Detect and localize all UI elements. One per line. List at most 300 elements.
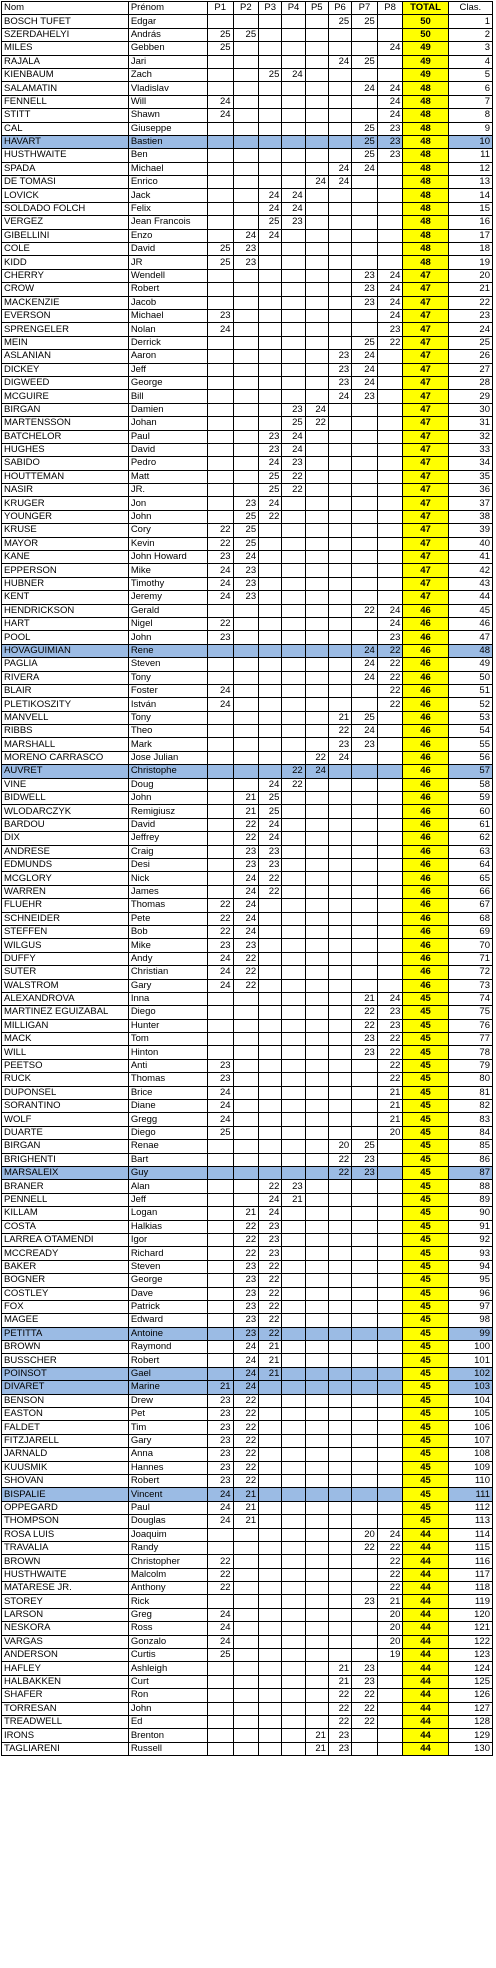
prenom-cell: Inna [128,992,207,1005]
clas-cell: 55 [448,738,492,751]
total-cell: 45 [403,1394,448,1407]
total-cell: 45 [403,1086,448,1099]
nom-cell: MARTINEZ EGUIZABAL [2,1006,129,1019]
p1-cell [207,376,233,389]
nom-cell: SZERDAHELYI [2,28,129,41]
table-row [2,1474,493,1487]
p1-cell: 24 [207,1488,233,1501]
p3-cell [259,1394,282,1407]
p5-cell [305,1394,328,1407]
clas-cell: 6 [448,82,492,95]
nom-cell: HART [2,617,129,630]
p7-cell [352,966,378,979]
p6-cell: 21 [328,1662,351,1675]
total-cell: 44 [403,1702,448,1715]
p2-cell [233,309,259,322]
p1-cell [207,443,233,456]
p2-cell: 23 [233,1327,259,1340]
clas-cell: 123 [448,1649,492,1662]
p7-cell [352,1394,378,1407]
nom-cell: YOUNGER [2,510,129,523]
total-cell: 50 [403,15,448,28]
p4-cell [282,350,305,363]
p2-cell [233,765,259,778]
total-cell: 44 [403,1541,448,1554]
p2-cell [233,15,259,28]
p2-cell: 25 [233,524,259,537]
p7-cell [352,1100,378,1113]
p4-cell [282,711,305,724]
table-row [2,698,493,711]
p3-cell: 22 [259,1314,282,1327]
total-cell: 47 [403,323,448,336]
clas-cell: 74 [448,992,492,1005]
p3-cell [259,979,282,992]
p6-cell [328,524,351,537]
p8-cell: 22 [377,1073,403,1086]
p7-cell [352,1649,378,1662]
p5-cell [305,872,328,885]
p1-cell [207,805,233,818]
p8-cell [377,1408,403,1421]
p2-cell [233,1100,259,1113]
p7-cell [352,1180,378,1193]
p3-cell: 22 [259,1287,282,1300]
nom-cell: MATARESE JR. [2,1582,129,1595]
p6-cell [328,1113,351,1126]
clas-cell: 82 [448,1100,492,1113]
p2-cell [233,1729,259,1742]
p6-cell [328,1354,351,1367]
total-cell: 45 [403,1434,448,1447]
prenom-cell: Randy [128,1541,207,1554]
table-row [2,390,493,403]
p1-cell [207,644,233,657]
p3-cell [259,604,282,617]
prenom-cell: Matt [128,470,207,483]
p1-cell [207,497,233,510]
p2-cell: 23 [233,1314,259,1327]
p6-cell: 23 [328,1742,351,1755]
p7-cell [352,1461,378,1474]
p7-cell: 25 [352,1140,378,1153]
nom-cell: STOREY [2,1595,129,1608]
total-cell: 46 [403,966,448,979]
total-cell: 46 [403,859,448,872]
table-row [2,430,493,443]
p8-cell: 20 [377,1622,403,1635]
p6-cell [328,912,351,925]
p8-cell [377,243,403,256]
p4-cell [282,1126,305,1139]
total-cell: 44 [403,1528,448,1541]
p8-cell [377,805,403,818]
p4-cell: 23 [282,1180,305,1193]
p5-cell [305,1341,328,1354]
prenom-cell: Thomas [128,899,207,912]
total-cell: 47 [403,577,448,590]
p1-cell [207,1662,233,1675]
total-cell: 44 [403,1635,448,1648]
p5-cell [305,912,328,925]
p5-cell: 21 [305,1729,328,1742]
prenom-cell: Vladislav [128,82,207,95]
p2-cell [233,82,259,95]
nom-cell: HENDRICKSON [2,604,129,617]
p2-cell: 21 [233,805,259,818]
p4-cell [282,1541,305,1554]
p7-cell: 22 [352,1689,378,1702]
prenom-cell: John [128,631,207,644]
p8-cell: 21 [377,1100,403,1113]
p5-cell [305,1086,328,1099]
p8-cell [377,15,403,28]
p5-cell [305,966,328,979]
p3-cell [259,42,282,55]
p2-cell [233,644,259,657]
p7-cell [352,1260,378,1273]
p7-cell [352,1247,378,1260]
clas-cell: 56 [448,751,492,764]
p1-cell: 24 [207,95,233,108]
p4-cell [282,323,305,336]
prenom-cell: Andy [128,952,207,965]
table-row [2,202,493,215]
total-cell: 46 [403,765,448,778]
p1-cell [207,1300,233,1313]
p6-cell [328,899,351,912]
table-row [2,979,493,992]
p4-cell [282,176,305,189]
clas-cell: 107 [448,1434,492,1447]
p4-cell [282,631,305,644]
p1-cell [207,872,233,885]
p3-cell [259,1515,282,1528]
table-row [2,778,493,791]
p3-cell [259,591,282,604]
p2-cell [233,162,259,175]
p2-cell [233,109,259,122]
p5-cell [305,1595,328,1608]
p2-cell: 23 [233,1287,259,1300]
total-cell: 44 [403,1689,448,1702]
clas-cell: 129 [448,1729,492,1742]
p3-cell [259,1488,282,1501]
p5-cell [305,1220,328,1233]
p6-cell [328,1260,351,1273]
p5-cell [305,952,328,965]
prenom-cell: Gonzalo [128,1635,207,1648]
p3-cell [259,1113,282,1126]
clas-cell: 34 [448,457,492,470]
table-row [2,122,493,135]
p4-cell [282,524,305,537]
nom-cell: BOGNER [2,1274,129,1287]
p4-cell [282,82,305,95]
p3-cell: 25 [259,792,282,805]
table-row [2,1300,493,1313]
p7-cell: 24 [352,658,378,671]
p6-cell [328,336,351,349]
p7-cell [352,176,378,189]
p4-cell [282,95,305,108]
p3-cell: 25 [259,484,282,497]
p7-cell [352,1501,378,1514]
nom-cell: HUBNER [2,577,129,590]
nom-cell: SCHNEIDER [2,912,129,925]
clas-cell: 37 [448,497,492,510]
clas-cell: 61 [448,818,492,831]
p8-cell: 21 [377,1595,403,1608]
p5-cell [305,1046,328,1059]
p8-cell [377,1180,403,1193]
p6-cell [328,1649,351,1662]
prenom-cell: István [128,698,207,711]
p4-cell: 24 [282,189,305,202]
p5-cell [305,859,328,872]
p1-cell [207,992,233,1005]
p1-cell [207,778,233,791]
p4-cell [282,1742,305,1755]
p6-cell [328,658,351,671]
p4-cell [282,229,305,242]
p4-cell [282,751,305,764]
p2-cell [233,1073,259,1086]
p3-cell [259,1595,282,1608]
table-row [2,885,493,898]
p6-cell [328,1274,351,1287]
p7-cell [352,859,378,872]
p2-cell: 23 [233,256,259,269]
p1-cell [207,1207,233,1220]
p3-cell [259,309,282,322]
total-cell: 45 [403,1501,448,1514]
prenom-cell: Doug [128,778,207,791]
p1-cell [207,122,233,135]
clas-cell: 73 [448,979,492,992]
nom-cell: DUARTE [2,1126,129,1139]
nom-cell: COSTA [2,1220,129,1233]
clas-cell: 8 [448,109,492,122]
prenom-cell: Mike [128,564,207,577]
nom-cell: SPRENGELER [2,323,129,336]
p4-cell [282,256,305,269]
header-p2: P2 [233,2,259,15]
p6-cell [328,805,351,818]
p3-cell [259,1046,282,1059]
table-row [2,162,493,175]
p2-cell [233,1689,259,1702]
table-row [2,1166,493,1179]
total-cell: 48 [403,229,448,242]
p6-cell [328,1086,351,1099]
p7-cell [352,1207,378,1220]
p3-cell [259,1474,282,1487]
p5-cell [305,1287,328,1300]
p7-cell [352,537,378,550]
clas-cell: 116 [448,1555,492,1568]
clas-cell: 104 [448,1394,492,1407]
p1-cell [207,1140,233,1153]
p3-cell: 24 [259,778,282,791]
p5-cell [305,135,328,148]
clas-cell: 4 [448,55,492,68]
p4-cell [282,1166,305,1179]
p3-cell [259,684,282,697]
p7-cell [352,243,378,256]
p7-cell: 24 [352,350,378,363]
p6-cell: 23 [328,738,351,751]
p6-cell: 24 [328,751,351,764]
p1-cell [207,885,233,898]
p1-cell [207,216,233,229]
p1-cell [207,1193,233,1206]
p1-cell: 24 [207,1608,233,1621]
p6-cell [328,792,351,805]
p5-cell [305,243,328,256]
p2-cell [233,751,259,764]
p4-cell [282,122,305,135]
p7-cell [352,470,378,483]
p2-cell [233,376,259,389]
clas-cell: 7 [448,95,492,108]
p7-cell [352,510,378,523]
p4-cell [282,109,305,122]
p6-cell [328,1408,351,1421]
prenom-cell: Jon [128,497,207,510]
header-p6: P6 [328,2,351,15]
p6-cell [328,283,351,296]
p5-cell [305,1327,328,1340]
clas-cell: 57 [448,765,492,778]
p2-cell [233,189,259,202]
p2-cell [233,671,259,684]
p8-cell [377,551,403,564]
p6-cell [328,510,351,523]
p2-cell: 23 [233,591,259,604]
p1-cell: 23 [207,309,233,322]
p5-cell [305,698,328,711]
total-cell: 46 [403,604,448,617]
p2-cell [233,323,259,336]
table-row [2,1140,493,1153]
p6-cell [328,122,351,135]
p3-cell [259,1716,282,1729]
clas-cell: 22 [448,296,492,309]
p7-cell [352,1474,378,1487]
nom-cell: OPPEGARD [2,1501,129,1514]
p7-cell [352,216,378,229]
nom-cell: KENT [2,591,129,604]
p5-cell: 21 [305,1742,328,1755]
prenom-cell: Dave [128,1287,207,1300]
p8-cell [377,497,403,510]
p2-cell: 23 [233,1300,259,1313]
p8-cell: 22 [377,698,403,711]
p3-cell [259,176,282,189]
p8-cell [377,1193,403,1206]
p2-cell: 22 [233,966,259,979]
table-row [2,711,493,724]
p2-cell [233,1006,259,1019]
p5-cell: 22 [305,751,328,764]
prenom-cell: Richard [128,1247,207,1260]
p8-cell [377,1341,403,1354]
nom-cell: MCGUIRE [2,390,129,403]
p6-cell [328,1180,351,1193]
p8-cell: 22 [377,684,403,697]
p7-cell [352,1568,378,1581]
p3-cell [259,1702,282,1715]
p8-cell: 20 [377,1126,403,1139]
p7-cell [352,189,378,202]
p8-cell: 24 [377,82,403,95]
p4-cell [282,1354,305,1367]
p3-cell [259,296,282,309]
clas-cell: 69 [448,925,492,938]
nom-cell: TAGLIARENI [2,1742,129,1755]
clas-cell: 59 [448,792,492,805]
prenom-cell: John [128,792,207,805]
p1-cell: 24 [207,1501,233,1514]
p4-cell [282,269,305,282]
prenom-cell: Diane [128,1100,207,1113]
nom-cell: HOVAGUIMIAN [2,644,129,657]
total-cell: 47 [403,283,448,296]
p1-cell [207,135,233,148]
total-cell: 47 [403,470,448,483]
p3-cell [259,1528,282,1541]
clas-cell: 28 [448,376,492,389]
p4-cell [282,1233,305,1246]
table-row [2,1180,493,1193]
nom-cell: MARSHALL [2,738,129,751]
table-row [2,792,493,805]
prenom-cell: Enrico [128,176,207,189]
total-cell: 45 [403,1059,448,1072]
p7-cell: 23 [352,1675,378,1688]
p3-cell [259,524,282,537]
p6-cell: 21 [328,1675,351,1688]
p4-cell [282,1635,305,1648]
p8-cell [377,202,403,215]
prenom-cell: Michael [128,162,207,175]
prenom-cell: Paul [128,1501,207,1514]
p5-cell [305,925,328,938]
p5-cell [305,1233,328,1246]
prenom-cell: Theo [128,725,207,738]
p8-cell [377,55,403,68]
p3-cell: 24 [259,818,282,831]
nom-cell: DICKEY [2,363,129,376]
clas-cell: 124 [448,1662,492,1675]
p7-cell [352,1555,378,1568]
p7-cell [352,229,378,242]
nom-cell: SALAMATIN [2,82,129,95]
p1-cell [207,1166,233,1179]
nom-cell: AUVRET [2,765,129,778]
p5-cell [305,336,328,349]
total-cell: 44 [403,1742,448,1755]
prenom-cell: Bastien [128,135,207,148]
p5-cell [305,1541,328,1554]
p8-cell [377,1153,403,1166]
p7-cell: 25 [352,149,378,162]
p3-cell [259,1622,282,1635]
prenom-cell: Kevin [128,537,207,550]
clas-cell: 90 [448,1207,492,1220]
p1-cell: 22 [207,617,233,630]
